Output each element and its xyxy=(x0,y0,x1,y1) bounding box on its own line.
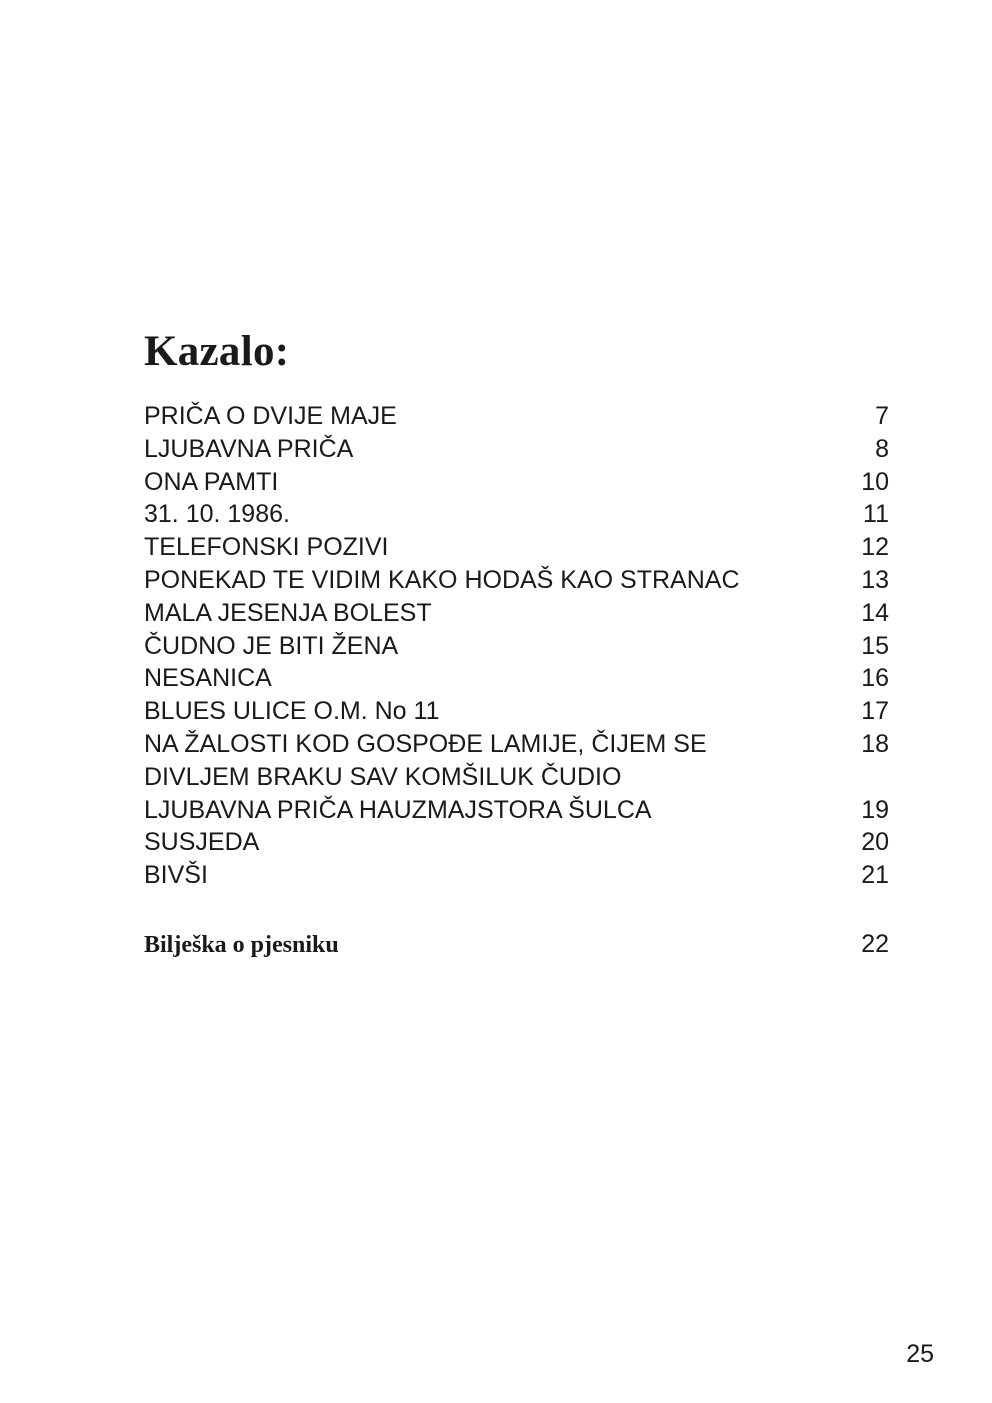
toc-entry xyxy=(144,630,889,663)
toc-entry xyxy=(144,531,889,564)
toc-entry-page: 16 xyxy=(861,664,889,693)
toc-entry xyxy=(144,859,889,892)
toc-entry-title: ONA PAMTI xyxy=(144,467,279,496)
toc-entry-title: NESANICA xyxy=(144,664,272,693)
toc-entry-page: 21 xyxy=(861,861,889,890)
toc-entry-title: BIVŠI xyxy=(144,861,208,890)
toc-entry xyxy=(144,498,889,531)
table-of-contents xyxy=(144,400,889,892)
toc-entry xyxy=(144,564,889,597)
toc-entry xyxy=(144,728,889,794)
page-number: 25 xyxy=(906,1340,934,1368)
toc-entry-title: TELEFONSKI POZIVI xyxy=(144,533,389,562)
toc-entry-title: PONEKAD TE VIDIM KAKO HODAŠ KAO STRANAC xyxy=(144,565,740,594)
toc-entry xyxy=(144,433,889,466)
toc-entry-page: 19 xyxy=(861,795,889,824)
toc-entry xyxy=(144,400,889,433)
toc-entry-page: 17 xyxy=(861,697,889,726)
toc-entry xyxy=(144,597,889,630)
toc-entry xyxy=(144,826,889,859)
toc-entry-page: 11 xyxy=(863,500,889,529)
toc-entry-page: 15 xyxy=(861,631,889,660)
toc-entry-title: LJUBAVNA PRIČA xyxy=(144,434,354,463)
toc-entry-title: BLUES ULICE O.M. No 11 xyxy=(144,697,440,726)
toc-entry-title: SUSJEDA xyxy=(144,828,260,857)
toc-entry-page: 10 xyxy=(861,467,889,496)
toc-entry-title: ČUDNO JE BITI ŽENA xyxy=(144,631,399,660)
toc-entry-title: NA ŽALOSTI KOD GOSPOĐE LAMIJE, ČIJEM SE DIVLJEM BRAKU SAV KOMŠILUK ČUDIO xyxy=(144,729,707,791)
toc-entry-page: 8 xyxy=(875,434,889,463)
toc-entry-page: 20 xyxy=(861,828,889,857)
toc-entry-page: 14 xyxy=(861,598,889,627)
toc-entry-page: 18 xyxy=(861,729,889,758)
author-note-entry xyxy=(144,928,889,961)
toc-entry-title: MALA JESENJA BOLEST xyxy=(144,598,432,627)
toc-entry xyxy=(144,695,889,728)
author-note-page: 22 xyxy=(861,930,889,958)
toc-entry-title: LJUBAVNA PRIČA HAUZMAJSTORA ŠULCA xyxy=(144,795,652,824)
toc-entry xyxy=(144,466,889,499)
page-title: Kazalo: xyxy=(144,328,290,375)
toc-entry xyxy=(144,662,889,695)
author-note-title: Bilješka o pjesniku xyxy=(144,932,339,958)
toc-entry-page: 12 xyxy=(861,533,889,562)
toc-entry-page: 7 xyxy=(875,402,889,430)
toc-entry xyxy=(144,794,889,827)
toc-entry-page: 13 xyxy=(861,565,889,594)
toc-entry-title: PRIČA O DVIJE MAJE xyxy=(144,402,397,430)
toc-entry-title: 31. 10. 1986. xyxy=(144,500,290,529)
